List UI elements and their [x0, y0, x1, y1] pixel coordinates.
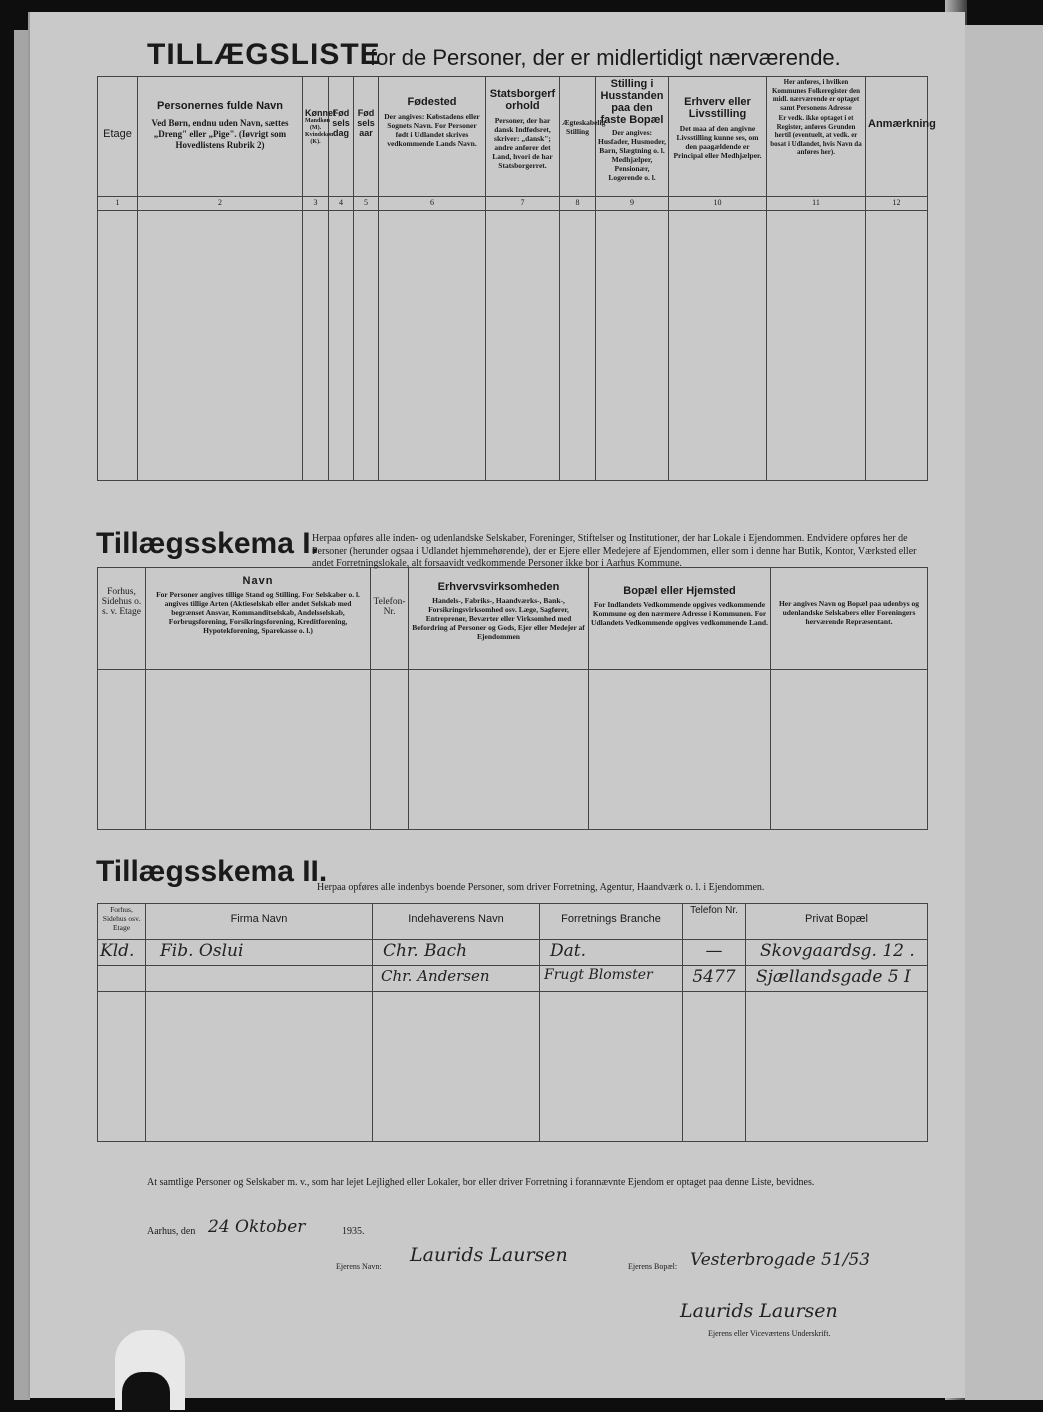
firma-cell: Fib. Oslui [146, 940, 373, 966]
list-body [98, 211, 928, 481]
place-label: Aarhus, den [147, 1226, 196, 1237]
facing-page [965, 25, 1043, 1400]
bopael-cell: Sjællandsgade 5 I [746, 966, 928, 992]
list-col-2: Personernes fulde Navn Ved Børn, endnu uden Navn, sættes „Dreng" eller „Pige". (Iøvrigt som Hovedlistens Rubrik 2) [138, 77, 303, 197]
signature-label: Ejerens eller Viceværtens Underskrift. [708, 1329, 831, 1338]
page-title: TILLÆGSLISTE [147, 38, 381, 71]
telefon-cell: 5477 [683, 966, 746, 992]
page-subtitle: for de Personer, der er midlertidigt nærværende. [370, 45, 841, 70]
indehaver-cell: Chr. Andersen [373, 966, 540, 992]
list-col-6: Fødested Der angives: Købstadens eller Sognets Navn. For Personer født i Udlandet skrives vedkommende Lands Navn. [379, 77, 486, 197]
list-col-9: Stilling i Husstanden paa den faste Bopæl Der angives: Husfader, Husmoder, Barn, Slægtning o. l. Medhjælper, Pensionær, Logerende o. l. [596, 77, 669, 197]
branche-cell: Frugt Blomster [540, 966, 683, 992]
form-page [28, 12, 965, 1398]
schema2-header-row: Forhus, Sidehus osv. Etage Firma Navn Indehaverens Navn Forretnings Branche Telefon Nr. Privat Bopæl [98, 904, 928, 940]
list-col-8: Ægteskabelig Stilling [560, 77, 596, 197]
schema1-intro: Herpaa opføres alle inden- og udenlandske Selskaber, Foreninger, Stiftelser og Institutioner, der har Lokale i Ejendommen. Endvidere opføres her de Personer (herunder ogsaa i Udlandet hjemmehørende), der er Ejere eller Medejere af Ejendommen, eller som i denne har Butik, Kontor, Værksted eller andet Forretningslokale, alt forsaavidt vedkommende Personer ikke bor i Aarhus Kommune. [312, 533, 917, 569]
etage-cell: Kld. [98, 940, 146, 966]
schema2-table [97, 903, 928, 1142]
owner-name-handwritten: Laurids Laursen [410, 1244, 568, 1266]
list-number-row: 1 2 3 4 5 6 7 8 9 10 11 12 [98, 197, 928, 211]
indehaver-cell: Chr. Bach [373, 940, 540, 966]
schema2-body [98, 992, 928, 1142]
list-col-3: Kønnet Mandkøn (M). Kvindekøn (K). [303, 77, 329, 197]
list-col-10: Erhverv eller Livsstilling Det maa af den angivne Livsstilling kunne ses, om den paagældende er Principal eller Medhjælper. [669, 77, 767, 197]
bopael-cell: Skovgaardsg. 12 . [746, 940, 928, 966]
list-col-7: Statsborgerforhold Personer, der har dansk Indfødsret, skriver: „dansk"; andre anfører det Land, hvori de har Statsborgerret. [486, 77, 560, 197]
schema2-row-1 [98, 940, 928, 966]
supplement-list-table [97, 76, 936, 481]
declaration-text: At samtlige Personer og Selskaber m. v., som har lejet Lejlighed eller Lokaler, bor eller driver Forretning i forannævnte Ejendom er optaget paa denne Liste, bevidnes. [147, 1177, 815, 1188]
list-col-12: Anmærkning [866, 77, 928, 197]
owner-name-label: Ejerens Navn: [336, 1262, 382, 1271]
schema1-table [97, 567, 928, 830]
list-col-5: Fødselsaar [354, 77, 379, 197]
schema1-header-row: Forhus, Sidehus o. s. v. Etage Navn For Personer angives tillige Stand og Stilling. For Selskaber o. l. angives tillige Arten (Aktieselskab eller andet Selskab med begrænset Ansvar, Kommanditselskab, Andelsselskab, Forbrugsforening, Forsikringsforening, Kreditforening, Hypotekforening, Sparekasse o. l.) Telefon-Nr. Erhvervsvirksomheden Handels-, Fabriks-, Haandværks-, Bank-, Forsikringsvirksomhed osv. Læge, Sagfører, Entreprenør, Beværter eller Virksomhed med Befordring af Personer og Gods, Ejer eller Medejer af Ejendommen Bopæl eller Hjemsted For Indlandets Vedkommende opgives vedkommende Kommune og den nærmere Adresse i Kommunen. For Udlandets Vedkommende opgives vedkommende Land. Her angives Navn og Bopæl paa udenbys og udenlandske Selskabers eller Foreningers herværende Repræsentant. [98, 568, 928, 670]
list-col-11: Her anføres, i hvilken Kommunes Folkeregister den midl. nærværende er optaget samt Personens Adresse Er vedk. ikke optaget i et Register, anføres Grunden hertil (eventuelt, at vedk. er bosat i Udlandet, hvis Navn da anføres her). [767, 77, 866, 197]
schema2-title: Tillægsskema II. [96, 855, 328, 888]
list-col-1: Etage [98, 77, 138, 197]
schema2-row-2 [98, 966, 928, 992]
firma-cell [146, 966, 373, 992]
branche-cell: Dat. [540, 940, 683, 966]
telefon-cell: — [683, 940, 746, 966]
schema2-intro: Herpaa opføres alle indenbys boende Personer, som driver Forretning, Agentur, Haandværk o. l. i Ejendommen. [317, 882, 765, 893]
schema1-body [98, 670, 928, 830]
signature-handwritten: Laurids Laursen [680, 1300, 838, 1322]
year-label: 1935. [342, 1226, 365, 1237]
list-header-row [98, 77, 928, 197]
owner-address-label: Ejerens Bopæl: [628, 1262, 678, 1271]
etage-cell [98, 966, 146, 992]
date-handwritten: 24 Oktober [208, 1217, 306, 1237]
thumb-clip [122, 1372, 170, 1412]
schema1-title: Tillægsskema I. [96, 527, 319, 560]
owner-address-handwritten: Vesterbrogade 51/53 [690, 1250, 871, 1270]
list-col-4: Fødselsdag [329, 77, 354, 197]
